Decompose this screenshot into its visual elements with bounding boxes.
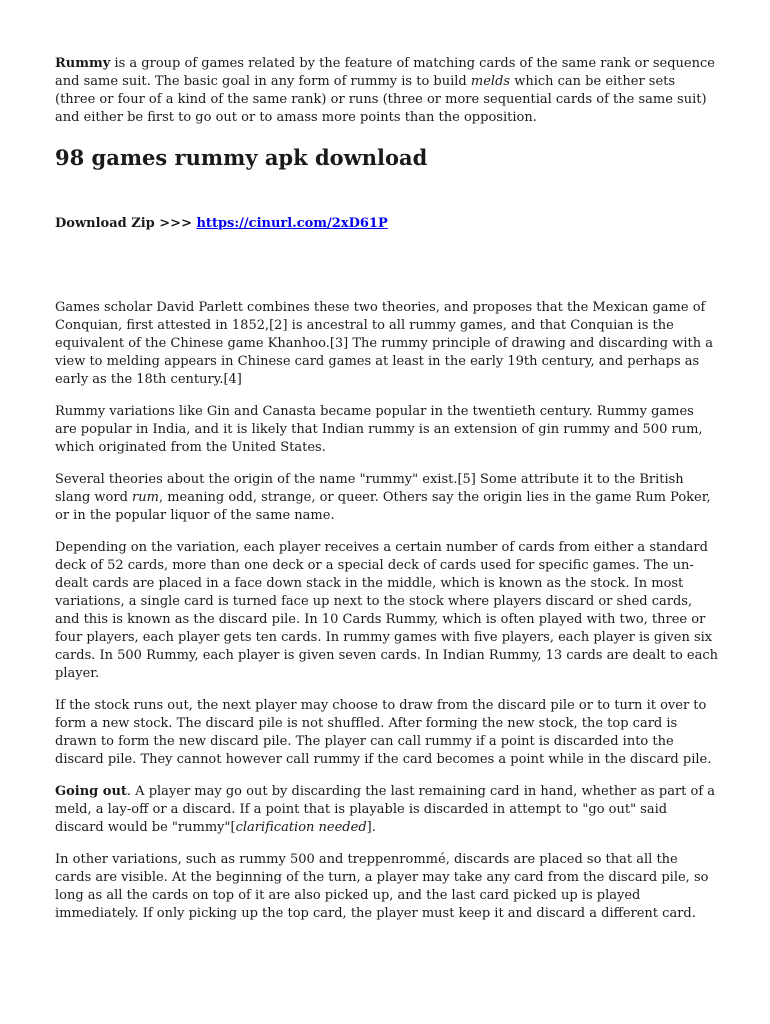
download-label: Download Zip >>> [55, 216, 197, 231]
paragraph-other-variations: In other variations, such as rummy 500 and treppenrommé, discards are placed so that all the cards are visible. At the beginning of the turn, a player may take any card from the discard pile, so long as all the cards on top of it are also picked up, and the last card picked up is played immediately. If only picking up the top card, the player must keep it and discard a different card. [55, 852, 709, 921]
name-origin-emphasis: rum [132, 490, 159, 505]
download-line [55, 215, 718, 233]
paragraph-origin-parlett: Games scholar David Parlett combines these two theories, and proposes that the Mexican game of Conquian, first attested in 1852,[2] is ancestral to all rummy games, and that Conquian is the equivalent of the Chinese game Khanhoo.[3] The rummy principle of drawing and discarding with a view to melding appears in Chinese card games at least in the early 19th century, and perhaps as early as the 18th century.[4] [55, 300, 713, 387]
intro-term: Rummy [55, 56, 111, 71]
intro-emphasis: melds [470, 74, 511, 89]
name-origin-text-2: , meaning odd, strange, or queer. Others say the origin lies in the game Rum Poker, or in the popular liquor of the same name. [55, 490, 711, 523]
paragraph-dealing: Depending on the variation, each player receives a certain number of cards from either a standard deck of 52 cards, more than one deck or a special deck of cards used for specific games. The un-dealt cards are placed in a face down stack in the middle, which is known as the stock. In most variations, a single card is turned face up next to the stock where players discard or shed cards, and this is known as the discard pile. In 10 Cards Rummy, which is often played with two, three or four players, each player gets ten cards. In rummy games with five players, each player is given six cards. In 500 Rummy, each player is given seven cards. In Indian Rummy, 13 cards are dealt to each player. [55, 540, 718, 681]
going-out-term: Going out [55, 784, 127, 799]
paragraph-variations: Rummy variations like Gin and Canasta became popular in the twentieth century. Rummy games are popular in India, and it is likely that Indian rummy is an extension of gin rummy and 500 rum, which originated from the United States. [55, 404, 703, 455]
going-out-text-1: . A player may go out by discarding the last remaining card in hand, whether as part of a meld, a lay-off or a discard. If a point that is playable is discarded in attempt to "go out" said discard would be "rummy"[ [55, 784, 716, 835]
intro-text-2: which can be either sets (three or four of a kind of the same rank) or runs (three or more sequential cards of the same suit) and either be first to go out or to amass more points than the opposition. [55, 74, 707, 125]
download-link[interactable]: https://cinurl.com/2xD61P [196, 216, 388, 231]
paragraph-name-origin [55, 471, 718, 525]
page-title: 98 games rummy apk download [55, 145, 428, 170]
paragraph-going-out [55, 783, 718, 837]
name-origin-text-1: Several theories about the origin of the name "rummy" exist.[5] Some attribute it to the British slang word [55, 472, 684, 505]
going-out-text-2: ]. [366, 820, 376, 835]
intro-paragraph [55, 55, 718, 127]
intro-text-1: is a group of games related by the feature of matching cards of the same rank or sequence and same suit. The basic goal in any form of rummy is to build [55, 56, 715, 89]
paragraph-stock: If the stock runs out, the next player may choose to draw from the discard pile or to turn it over to form a new stock. The discard pile is not shuffled. After forming the new stock, the top card is drawn to form the new discard pile. The player can call rummy if a point is discarded into the discard pile. They cannot however call rummy if the card becomes a point while in the discard pile. [55, 698, 712, 767]
going-out-emphasis: clarification needed [235, 820, 367, 835]
